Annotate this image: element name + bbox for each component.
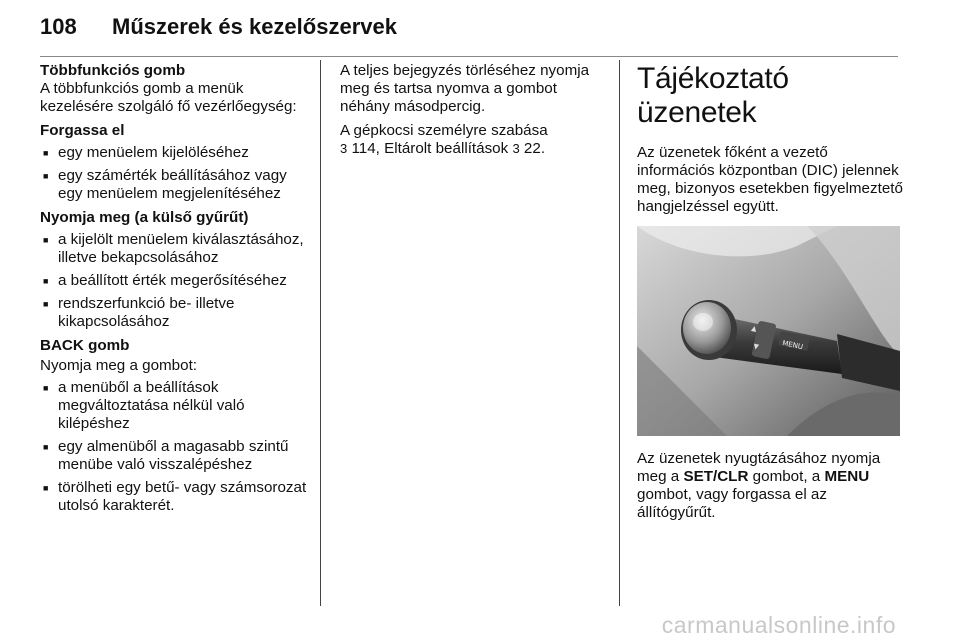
- stalk-icons: ▲: [750, 324, 758, 334]
- section-heading-info-messages: Tájékoztató üzenetek: [637, 62, 789, 129]
- acknowledge-text-2: gombot, a: [752, 468, 821, 485]
- acknowledge-paragraph: [637, 450, 907, 522]
- list-item: ■ a beállított érték megerősítéséhez: [40, 272, 312, 290]
- reference-link-1[interactable]: 114, Eltárolt beállítások: [351, 140, 509, 157]
- column-3: [637, 62, 907, 528]
- delete-paragraph: A teljes bejegyzés törléséhez nyomja meg és tartsa nyomva a gombot néhány másodpercig.: [340, 62, 590, 115]
- section-heading-multifunction-knob: Többfunkciós gomb: [40, 62, 186, 79]
- acknowledge-text-3: gombot, vagy forgassa el az állítógyűrűt.: [637, 486, 827, 521]
- list-item: ■ egy számérték beállításához vagy egy menüelem megjelenítéséhez: [40, 167, 312, 203]
- reference-arrow-icon: 3: [340, 141, 348, 156]
- list-item: ■ a menüből a beállítások megváltoztatása nélkül való kilépéshez: [40, 379, 312, 433]
- chapter-title: Műszerek és kezelőszervek: [112, 14, 397, 39]
- subheading-back-button: BACK gomb: [40, 337, 130, 354]
- messages-paragraph: Az üzenetek főként a vezető információs központban (DIC) jelennek meg, bizonyos esetekben figyelmeztető hangjelzéssel együtt.: [637, 144, 903, 215]
- stalk-menu-label: MENU: [781, 339, 804, 352]
- list-item: ■ egy almenüből a magasabb szintű menübe való visszalépéshez: [40, 438, 312, 474]
- column-divider-2: [619, 60, 620, 606]
- list-item: ■ rendszerfunkció be- illetve kikapcsolásához: [40, 295, 312, 331]
- list-rotate: [40, 144, 312, 203]
- personalization-paragraph: [340, 122, 610, 158]
- list-item: ■ egy menüelem kijelöléséhez: [40, 144, 312, 162]
- column-1: [40, 62, 312, 521]
- reference-arrow-icon: 3: [512, 141, 520, 156]
- column-2: [340, 62, 610, 164]
- subheading-press: Nyomja meg (a külső gyűrűt): [40, 209, 249, 226]
- page-header: [40, 14, 397, 40]
- list-item: ■ törölheti egy betű- vagy számsorozat utolsó karakterét.: [40, 479, 312, 515]
- acknowledge-text-1: Az üzenetek nyugtázásához nyomja meg a: [637, 450, 881, 485]
- menu-label: MENU: [824, 468, 870, 485]
- header-rule: [40, 56, 898, 57]
- page-number: 108: [40, 14, 77, 39]
- back-button-text: Nyomja meg a gombot:: [40, 357, 198, 374]
- intro-paragraph: A többfunkciós gomb a menük kezelésére szolgáló fő vezérlőegység:: [40, 80, 297, 115]
- list-press: [40, 231, 312, 331]
- watermark: carmanualsonline.info: [661, 612, 896, 638]
- stalk-icons: ▼: [752, 342, 760, 352]
- list-item: ■ a kijelölt menüelem kiválasztásához, illetve bekapcsolásához: [40, 231, 312, 267]
- reference-link-2[interactable]: 22.: [523, 140, 546, 157]
- subheading-rotate: Forgassa el: [40, 122, 125, 139]
- set-clr-label: SET/CLR: [683, 468, 749, 485]
- column-divider-1: [320, 60, 321, 606]
- list-back: [40, 379, 312, 515]
- personalization-text: A gépkocsi személyre szabása: [340, 122, 548, 139]
- steering-column-stalk-photo: [637, 226, 900, 436]
